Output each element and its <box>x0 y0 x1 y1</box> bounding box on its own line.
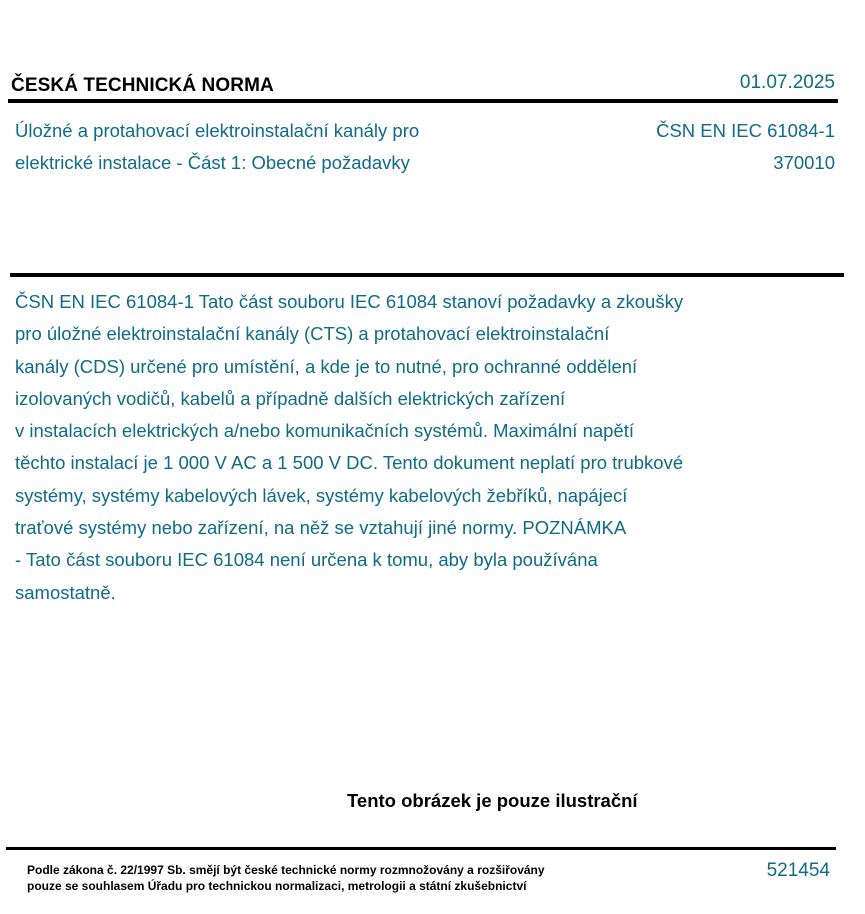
classification-code: 370010 <box>773 152 835 173</box>
legal-notice <box>27 862 545 894</box>
abstract-line: těchto instalací je 1 000 V AC a 1 500 V DC. Tento dokument neplatí pro trubkové <box>15 452 684 474</box>
abstract-line: systémy, systémy kabelových lávek, systémy kabelových žebříků, napájecí <box>15 484 628 506</box>
standard-title-line: Úložné a protahovací elektroinstalační kanály pro <box>15 120 420 141</box>
publication-date: 01.07.2025 <box>739 72 835 93</box>
document-type-heading: ČESKÁ TECHNICKÁ NORMA <box>11 75 274 96</box>
abstract-line: samostatně. <box>15 581 116 603</box>
abstract-line: kanály (CDS) určené pro umístění, a kde je to nutné, pro ochranné oddělení <box>15 355 638 377</box>
abstract-line: ČSN EN IEC 61084-1 Tato část souboru IEC 61084 stanoví požadavky a zkoušky <box>15 291 684 312</box>
abstract-line: pro úložné elektroinstalační kanály (CTS) a protahovací elektroinstalační <box>15 323 610 345</box>
standard-number: ČSN EN IEC 61084-1 <box>656 120 835 141</box>
standard-title <box>15 115 535 179</box>
document-id: 521454 <box>766 860 830 881</box>
abstract-line: traťové systémy nebo zařízení, na něž se vztahují jiné normy. POZNÁMKA <box>15 517 627 539</box>
legal-notice-line: pouze se souhlasem Úřadu pro technickou normalizaci, metrologii a státní zkušebnictví <box>27 879 527 893</box>
header-divider <box>8 99 838 103</box>
standard-identifier <box>656 115 835 179</box>
abstract-line: - Tato část souboru IEC 61084 není určena k tomu, aby byla používána <box>15 549 598 571</box>
title-divider <box>10 273 844 277</box>
abstract-text <box>15 286 683 609</box>
legal-notice-line: Podle zákona č. 22/1997 Sb. smějí být české technické normy rozmnožovány a rozšiřovány <box>27 863 545 877</box>
standard-title-line: elektrické instalace - Část 1: Obecné požadavky <box>15 152 410 173</box>
abstract-line: v instalacích elektrických a/nebo komunikačních systémů. Maximální napětí <box>15 420 635 442</box>
illustration-note: Tento obrázek je pouze ilustrační <box>347 790 638 811</box>
abstract-line: izolovaných vodičů, kabelů a případně dalších elektrických zařízení <box>15 387 566 409</box>
footer-divider <box>6 847 836 850</box>
